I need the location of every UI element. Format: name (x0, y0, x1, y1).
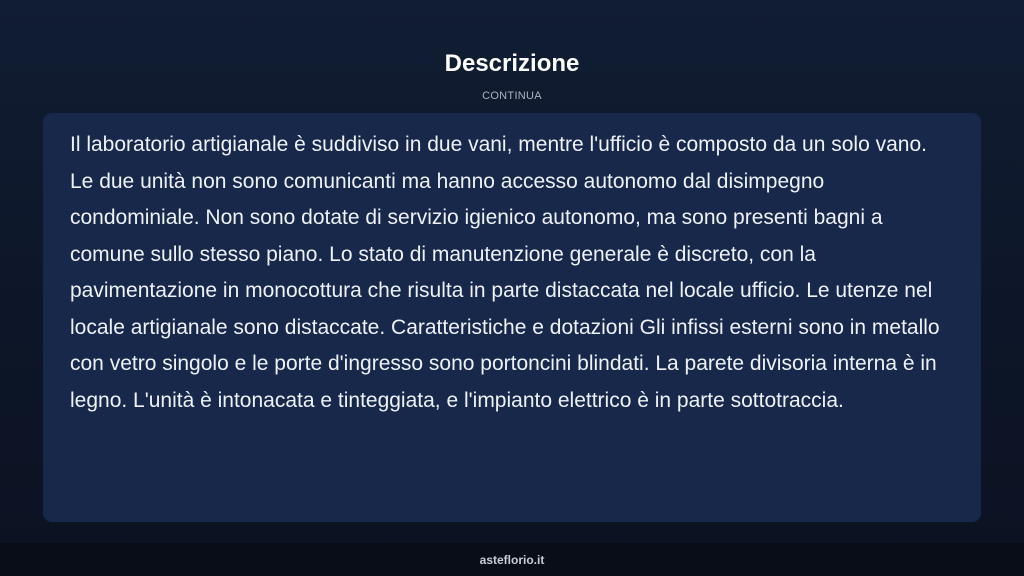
page-title: Descrizione (444, 50, 580, 77)
site-name: asteflorio.it (479, 553, 545, 567)
footer-bar (0, 543, 1024, 576)
continued-label: CONTINUA (482, 90, 542, 102)
description-panel (43, 113, 981, 522)
description-text: Il laboratorio artigianale è suddiviso in due vani, mentre l'ufficio è composto da un solo vano. Le due unità non sono comunicanti ma hanno accesso autonomo dal disimpegno condominiale. Non sono dotate di servizio igienico autonomo, ma sono presenti bagni a comune sullo stesso piano. Lo stato di manutenzione generale è discreto, con la pavimentazione in monocottura che risulta in parte distaccata nel locale ufficio. Le utenze nel locale artigianale sono distaccate. Caratteristiche e dotazioni Gli infissi esterni sono in metallo con vetro singolo e le porte d'ingresso sono portoncini blindati. La parete divisoria interna è in legno. L'unità è intonacata e tinteggiata, e l'impianto elettrico è in parte sottotraccia. (70, 133, 940, 412)
